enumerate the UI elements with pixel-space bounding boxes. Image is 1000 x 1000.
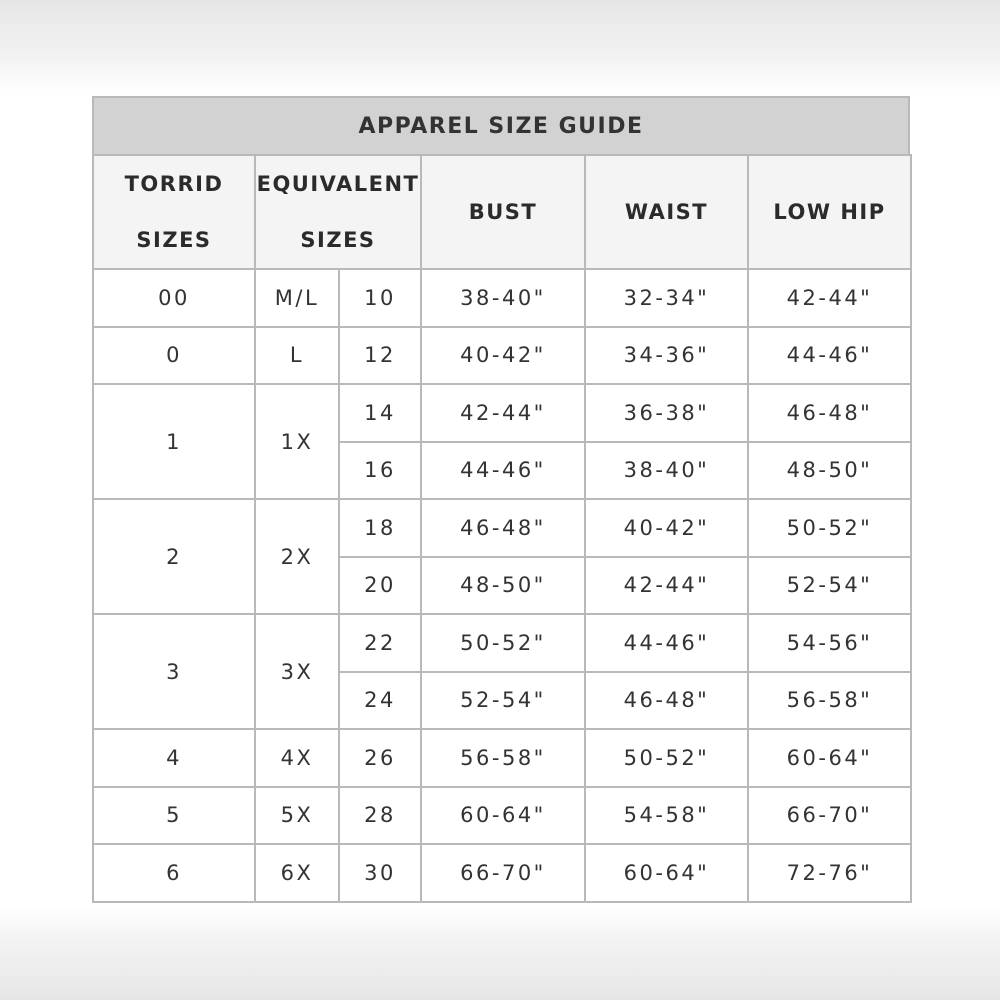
bust-cell: 50-52" — [421, 614, 585, 672]
torrid-size-cell: 2 — [93, 499, 255, 614]
low-hip-cell: 48-50" — [748, 442, 911, 500]
header-bust: BUST — [421, 155, 585, 269]
table-row — [93, 384, 911, 442]
equivalent-number-cell: 10 — [339, 269, 421, 327]
equivalent-letter-cell: 1X — [255, 384, 339, 499]
bust-cell: 56-58" — [421, 729, 585, 787]
torrid-size-cell: 3 — [93, 614, 255, 729]
table-row — [93, 787, 911, 845]
waist-cell: 54-58" — [585, 787, 748, 845]
equivalent-number-cell: 12 — [339, 327, 421, 385]
table-row — [93, 844, 911, 902]
low-hip-cell: 42-44" — [748, 269, 911, 327]
equivalent-number-cell: 16 — [339, 442, 421, 500]
waist-cell: 34-36" — [585, 327, 748, 385]
table-row — [93, 729, 911, 787]
equivalent-number-cell: 14 — [339, 384, 421, 442]
bust-cell: 48-50" — [421, 557, 585, 615]
guide-title: APPAREL SIZE GUIDE — [92, 96, 910, 154]
bust-cell: 44-46" — [421, 442, 585, 500]
low-hip-cell: 56-58" — [748, 672, 911, 730]
low-hip-cell: 52-54" — [748, 557, 911, 615]
low-hip-cell: 54-56" — [748, 614, 911, 672]
low-hip-cell: 72-76" — [748, 844, 911, 902]
torrid-size-cell: 00 — [93, 269, 255, 327]
size-table — [92, 154, 912, 903]
equivalent-number-cell: 22 — [339, 614, 421, 672]
header-equivalent-sizes: EQUIVALENT SIZES — [255, 155, 421, 269]
bust-cell: 66-70" — [421, 844, 585, 902]
table-row — [93, 614, 911, 672]
low-hip-cell: 60-64" — [748, 729, 911, 787]
equivalent-letter-cell: 4X — [255, 729, 339, 787]
header-low-hip: LOW HIP — [748, 155, 911, 269]
torrid-size-cell: 0 — [93, 327, 255, 385]
equivalent-letter-cell: 6X — [255, 844, 339, 902]
equivalent-number-cell: 18 — [339, 499, 421, 557]
table-row — [93, 499, 911, 557]
waist-cell: 50-52" — [585, 729, 748, 787]
waist-cell: 38-40" — [585, 442, 748, 500]
header-waist: WAIST — [585, 155, 748, 269]
torrid-size-cell: 6 — [93, 844, 255, 902]
waist-cell: 40-42" — [585, 499, 748, 557]
waist-cell: 60-64" — [585, 844, 748, 902]
equivalent-letter-cell: 3X — [255, 614, 339, 729]
equivalent-letter-cell: M/L — [255, 269, 339, 327]
bust-cell: 60-64" — [421, 787, 585, 845]
equivalent-letter-cell: 2X — [255, 499, 339, 614]
equivalent-number-cell: 20 — [339, 557, 421, 615]
low-hip-cell: 66-70" — [748, 787, 911, 845]
equivalent-number-cell: 30 — [339, 844, 421, 902]
bust-cell: 38-40" — [421, 269, 585, 327]
header-row — [93, 155, 911, 269]
header-torrid-sizes: TORRID SIZES — [93, 155, 255, 269]
equivalent-letter-cell: 5X — [255, 787, 339, 845]
waist-cell: 32-34" — [585, 269, 748, 327]
torrid-size-cell: 5 — [93, 787, 255, 845]
low-hip-cell: 46-48" — [748, 384, 911, 442]
equivalent-number-cell: 28 — [339, 787, 421, 845]
bust-cell: 46-48" — [421, 499, 585, 557]
size-guide — [92, 96, 910, 903]
bust-cell: 52-54" — [421, 672, 585, 730]
table-row — [93, 269, 911, 327]
torrid-size-cell: 4 — [93, 729, 255, 787]
equivalent-number-cell: 24 — [339, 672, 421, 730]
low-hip-cell: 44-46" — [748, 327, 911, 385]
waist-cell: 46-48" — [585, 672, 748, 730]
bust-cell: 40-42" — [421, 327, 585, 385]
waist-cell: 42-44" — [585, 557, 748, 615]
waist-cell: 36-38" — [585, 384, 748, 442]
low-hip-cell: 50-52" — [748, 499, 911, 557]
equivalent-letter-cell: L — [255, 327, 339, 385]
table-row — [93, 327, 911, 385]
bust-cell: 42-44" — [421, 384, 585, 442]
equivalent-number-cell: 26 — [339, 729, 421, 787]
waist-cell: 44-46" — [585, 614, 748, 672]
torrid-size-cell: 1 — [93, 384, 255, 499]
